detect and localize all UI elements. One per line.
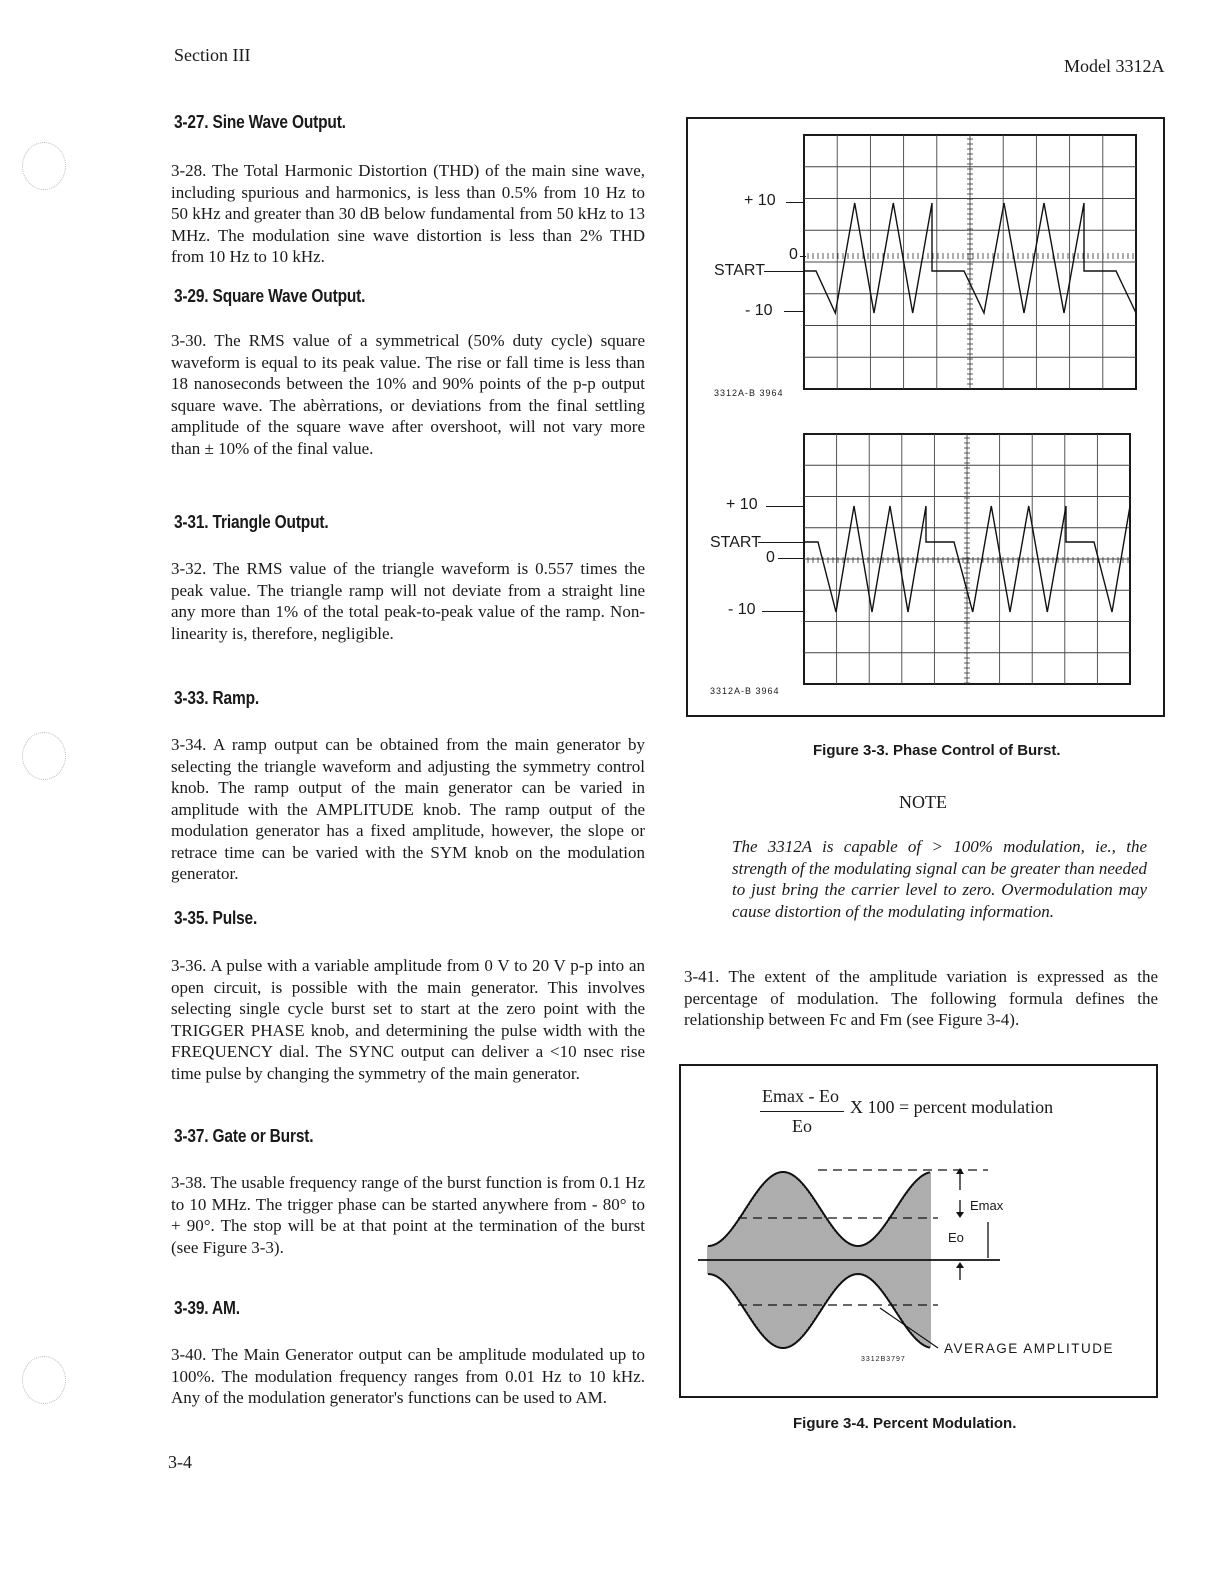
binder-hole [22,1356,66,1404]
envelope-lower [708,1274,930,1348]
scope-bottom-start-label: START [710,534,761,551]
arrow-head [956,1168,964,1174]
tick-line [764,271,804,272]
scope-top-plus10-label: + 10 [744,192,776,209]
section-title-3-31: 3-31. Triangle Output. [174,512,329,532]
tick-line [784,311,804,312]
tick-line [800,256,806,257]
tick-line [786,202,804,203]
arrow-head [956,1262,964,1268]
paragraph-3-41: 3-41. The extent of the amplitude variation is expressed as the percentage of modulation. The following formula defines the relationship between Fc and Fm (see Figure 3-4). [684,967,1158,1029]
scope-top-code: 3312A-B 3964 [714,388,784,398]
formula-text: X 100 = percent modulation [850,1097,1054,1117]
average-amplitude-label: AVERAGE AMPLITUDE [944,1341,1115,1356]
scope-bottom-zero-label: 0 [766,549,775,566]
formula-denominator: Eo [792,1116,812,1136]
paragraph-3-38: 3-38. The usable frequency range of the burst function is from 0.1 Hz to 10 MHz. The trigger phase can be started anywhere from - 80° to + 90°. The stop will be at that point at the termination of the burst (see Figure 3-3). [171,1173,645,1257]
arrow-head [956,1212,964,1218]
figure-3-4-caption: Figure 3-4. Percent Modulation. [793,1415,1017,1432]
paragraph-3-34: 3-34. A ramp output can be obtained from the main generator by selecting the triangle waveform and adjusting the symmetry control knob. The ramp output of the main generator can be varied in amplitude with the AMPLITUDE knob. The ramp output of the modulation generator has a fixed amplitude, however, the slope or retrace time can be varied with the SYM knob on the modulation generator. [171,735,645,883]
note-heading: NOTE [899,792,947,812]
tick-line [766,506,804,507]
model-label: Model 3312A [1064,56,1165,76]
scope-bottom-code: 3312A-B 3964 [710,686,780,696]
binder-hole [22,732,66,780]
scope-bottom-minus10-label: - 10 [728,601,756,618]
scope-top-minus10-label: - 10 [745,302,773,319]
formula-fraction-bar [760,1111,844,1112]
section-title-3-39: 3-39. AM. [174,1298,240,1318]
section-title-3-29: 3-29. Square Wave Output. [174,286,366,306]
section-title-3-37: 3-37. Gate or Burst. [174,1126,314,1146]
eo-label: Eo [948,1230,964,1245]
scope-bottom-plus10-label: + 10 [726,496,758,513]
average-leader-line [880,1308,938,1348]
envelope-upper [708,1172,930,1246]
note-body: The 3312A is capable of > 100% modulation, ie., the strength of the modulating signal can be greater than needed to just bring the carrier level to zero. Overmodulation may cause distortion of the modulating information. [732,837,1147,921]
paragraph-3-30: 3-30. The RMS value of a symmetrical (50% duty cycle) square waveform is equal to its peak value. The rise or fall time is less than 18 nanoseconds between the 10% and 90% points of the p-p output square wave. The abèrrations, or deviations from the final settling amplitude of the square wave after overshoot, will not vary more than ± 10% of the final value. [171,331,645,458]
section-label: Section III [174,45,251,65]
am-envelope-diagram [698,1160,1018,1360]
tick-line [758,542,804,543]
section-title-3-27: 3-27. Sine Wave Output. [174,112,346,132]
tick-line [778,558,804,559]
paragraph-3-32: 3-32. The RMS value of the triangle waveform is 0.557 times the peak value. The triangle ramp will not deviate from a straight line any more than 1% of the total peak-to-peak value of the ramp. Non-linearity is, therefore, negligible. [171,559,645,643]
paragraph-3-40: 3-40. The Main Generator output can be amplitude modulated up to 100%. The modulation frequency ranges from 0.01 Hz to 10 kHz. Any of the modulation generator's functions can be used to AM. [171,1345,645,1407]
section-title-3-35: 3-35. Pulse. [174,908,258,928]
emax-label: Emax [970,1198,1004,1213]
formula-numerator: Emax - Eo [762,1086,839,1106]
scope-top-zero-label: 0 [789,246,798,263]
scope-top-start-label: START [714,262,765,279]
paragraph-3-28: 3-28. The Total Harmonic Distortion (THD) of the main sine wave, including spurious and harmonics, is less than 0.5% from 10 Hz to 50 kHz and greater than 30 dB below fundamental from 50 kHz to 13 MHz. The modulation sine wave distortion is less than 2% THD from 10 Hz to 10 kHz. [171,161,645,266]
paragraph-3-36: 3-36. A pulse with a variable amplitude from 0 V to 20 V p-p into an open circuit, is possible with the main generator. This involves selecting single cycle burst set to start at the zero point with the TRIGGER PHASE knob, and determining the pulse width with the FREQUENCY dial. The SYNC output can deliver a <10 nsec rise time pulse by changing the symmetry of the main generator. [171,956,645,1083]
section-title-3-33: 3-33. Ramp. [174,688,260,708]
binder-hole [22,142,66,190]
figure-3-4-code: 3312B3797 [861,1356,906,1363]
figure-3-3-caption: Figure 3-3. Phase Control of Burst. [813,742,1061,759]
scope-bottom-graticule [804,434,1130,684]
page-number: 3-4 [168,1452,192,1472]
tick-line [762,611,804,612]
scope-top-graticule [804,135,1136,389]
